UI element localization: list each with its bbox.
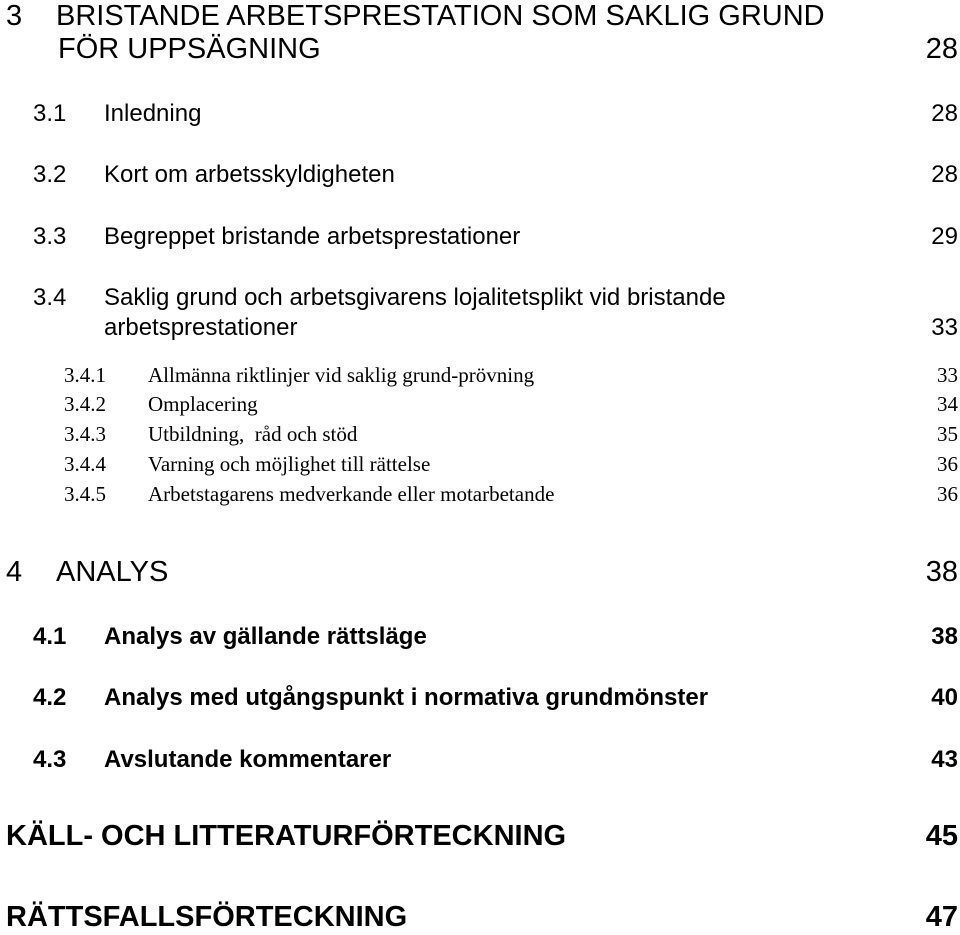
section-title-line-2: arbetsprestationer bbox=[104, 314, 298, 341]
subsection-number: 3.4.3 bbox=[64, 422, 106, 446]
chapter-title: ANALYS bbox=[56, 556, 169, 588]
section-title: Inledning bbox=[104, 100, 202, 127]
appendix-title: KÄLL- OCH LITTERATURFÖRTECKNING bbox=[6, 820, 567, 852]
page-number: 38 bbox=[925, 556, 958, 588]
section-title: Kort om arbetsskyldigheten bbox=[104, 161, 395, 188]
page-number: 28 bbox=[931, 161, 958, 188]
subsection-number: 3.4.4 bbox=[64, 452, 106, 476]
section-title-line-1: Saklig grund och arbetsgivarens lojalitetsplikt vid bristande bbox=[104, 284, 726, 311]
chapter-number: 3 bbox=[6, 0, 23, 32]
subsection-title: Varning och möjlighet till rättelse bbox=[148, 452, 431, 476]
subsection-title: Utbildning, råd och stöd bbox=[148, 422, 358, 446]
page-number: 35 bbox=[937, 422, 958, 446]
section-number: 3.1 bbox=[33, 100, 67, 127]
section-title: Begreppet bristande arbetsprestationer bbox=[104, 223, 521, 250]
section-number: 3.3 bbox=[33, 223, 67, 250]
subsection-number: 3.4.2 bbox=[64, 392, 106, 416]
section-title: Analys av gällande rättsläge bbox=[104, 623, 427, 650]
appendix-title: RÄTTSFALLSFÖRTECKNING bbox=[6, 901, 408, 933]
page-number: 33 bbox=[931, 314, 958, 341]
section-number: 4.1 bbox=[33, 623, 67, 650]
page-number: 43 bbox=[931, 746, 958, 773]
section-number: 3.2 bbox=[33, 161, 67, 188]
section-title: Avslutande kommentarer bbox=[104, 746, 392, 773]
page-number: 28 bbox=[931, 100, 958, 127]
subsection-title: Omplacering bbox=[148, 392, 258, 416]
subsection-number: 3.4.1 bbox=[64, 363, 106, 387]
chapter-title-line-2: FÖR UPPSÄGNING bbox=[58, 33, 321, 65]
page-number: 34 bbox=[937, 392, 958, 416]
page-number: 33 bbox=[937, 363, 958, 387]
page-number: 40 bbox=[931, 684, 958, 711]
page-number: 47 bbox=[925, 901, 958, 933]
page-number: 28 bbox=[925, 33, 958, 65]
chapter-title-line-1: BRISTANDE ARBETSPRESTATION SOM SAKLIG GRUND bbox=[56, 0, 825, 32]
subsection-number: 3.4.5 bbox=[64, 482, 106, 506]
section-number: 3.4 bbox=[33, 284, 67, 311]
chapter-number: 4 bbox=[6, 556, 23, 588]
subsection-title: Arbetstagarens medverkande eller motarbetande bbox=[148, 482, 555, 506]
section-number: 4.2 bbox=[33, 684, 67, 711]
page-number: 45 bbox=[925, 820, 958, 852]
page-number: 36 bbox=[937, 482, 958, 506]
page-number: 38 bbox=[931, 623, 958, 650]
page-number: 36 bbox=[937, 452, 958, 476]
subsection-title: Allmänna riktlinjer vid saklig grund-prövning bbox=[148, 363, 535, 387]
section-number: 4.3 bbox=[33, 746, 67, 773]
section-title: Analys med utgångspunkt i normativa grundmönster bbox=[104, 684, 709, 711]
toc-entry-chapter-3-continued[interactable] bbox=[0, 33, 960, 73]
page-number: 29 bbox=[931, 223, 958, 250]
